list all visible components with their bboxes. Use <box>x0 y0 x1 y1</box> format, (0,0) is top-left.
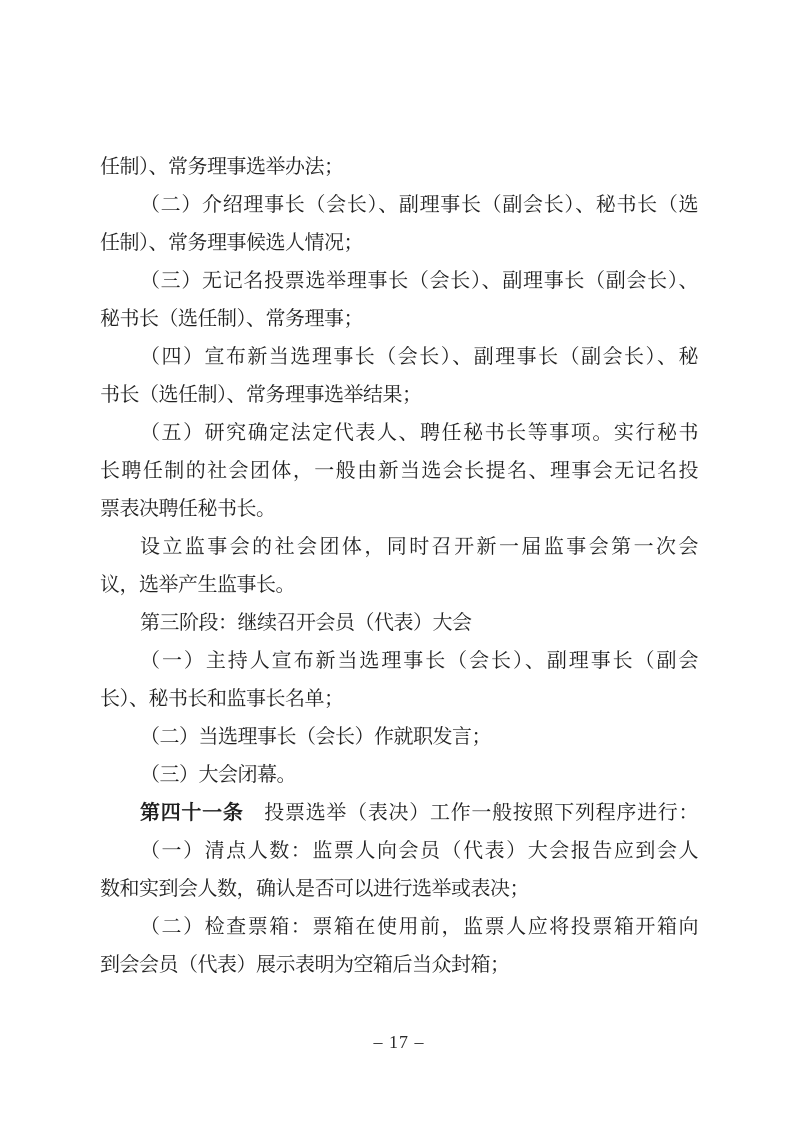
page-number: – 17 – <box>373 1032 425 1052</box>
text-line: （三）大会闭幕。 <box>140 764 296 786</box>
text-line: 任制）、常务理事选举办法； <box>100 156 344 178</box>
text-line: （二）检查票箱：票箱在使用前，监票人应将投票箱开箱向 <box>140 916 698 938</box>
text-line: 书长（选任制）、常务理事选举结果； <box>100 384 422 406</box>
text-line: （二）介绍理事长（会长）、副理事长（副会长）、秘书长（选 <box>140 194 698 216</box>
text-line: （二）当选理事长（会长）作就职发言； <box>140 726 491 748</box>
text-line: 到会会员（代表）展示表明为空箱后当众封箱； <box>100 954 510 976</box>
text-line-stage-heading: 第三阶段：继续召开会员（代表）大会 <box>140 612 472 634</box>
text-line-article-41 <box>100 794 698 832</box>
text-line: 秘书长（选任制）、常务理事； <box>100 308 363 330</box>
article-body-text: 投票选举（表决）工作一般按照下列程序进行： <box>243 802 699 824</box>
text-line: 票表决聘任秘书长。 <box>100 498 276 520</box>
text-line: 长）、秘书长和监事长名单； <box>100 688 344 710</box>
document-text-block <box>100 148 698 984</box>
text-line: （三）无记名投票选举理事长（会长）、副理事长（副会长）、 <box>140 270 698 292</box>
article-number-bold: 第四十一条 <box>140 802 244 824</box>
text-line: 任制）、常务理事候选人情况； <box>100 232 363 254</box>
text-line: （五）研究确定法定代表人、聘任秘书长等事项。实行秘书 <box>140 422 698 444</box>
text-line: 议，选举产生监事长。 <box>100 574 295 596</box>
text-line: （四）宣布新当选理事长（会长）、副理事长（副会长）、秘 <box>140 346 698 368</box>
text-line: 数和实到会人数，确认是否可以进行选举或表决； <box>100 878 529 900</box>
text-line: （一）清点人数：监票人向会员（代表）大会报告应到会人 <box>140 840 698 862</box>
text-line: 长聘任制的社会团体，一般由新当选会长提名、理事会无记名投 <box>100 460 698 482</box>
text-line: （一）主持人宣布新当选理事长（会长）、副理事长（副会 <box>140 650 698 672</box>
text-line: 设立监事会的社会团体，同时召开新一届监事会第一次会 <box>140 536 698 558</box>
